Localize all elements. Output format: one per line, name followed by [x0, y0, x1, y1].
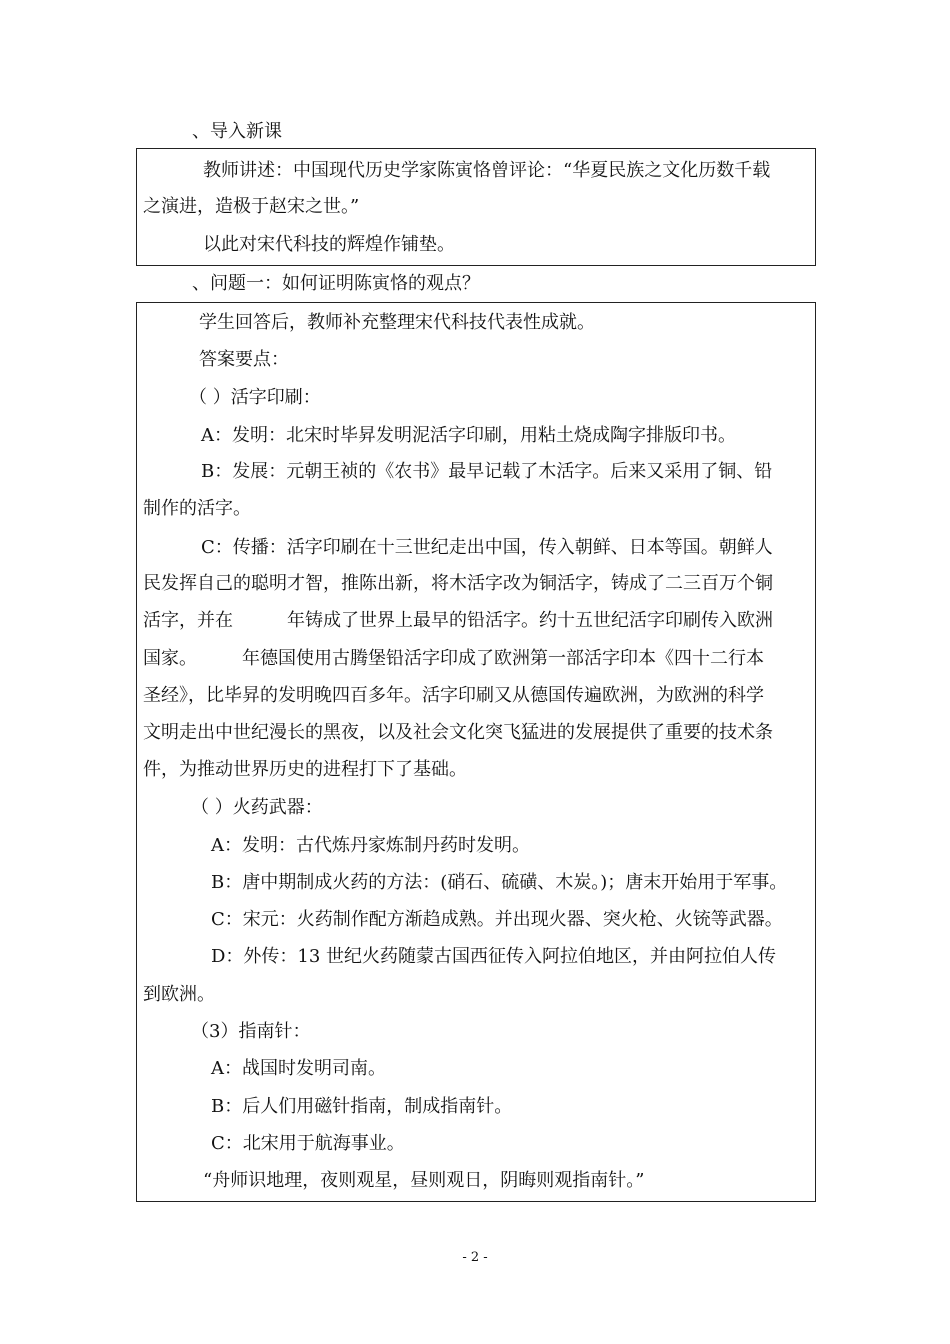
intro-line: 之演进，造极于赵宋之世。” — [143, 196, 360, 217]
answer-line: （3）指南针： — [191, 1021, 311, 1042]
page-number: - 2 - — [462, 1250, 488, 1265]
answer-line: C：传播：活字印刷在十三世纪走出中国，传入朝鲜、日本等国。朝鲜人 — [201, 537, 773, 558]
answer-line: 圣经》，比毕昇的发明晚四百多年。活字印刷又从德国传遍欧洲，为欧洲的科学 — [143, 685, 764, 706]
answer-line: 到欧洲。 — [143, 984, 215, 1005]
intro-line: 教师讲述：中国现代历史学家陈寅恪曾评论：“华夏民族之文化历数千载 — [203, 160, 771, 181]
answer-line: D：外传：13 世纪火药随蒙古国西征传入阿拉伯地区，并由阿拉伯人传 — [211, 946, 777, 967]
answer-line: 民发挥自己的聪明才智，推陈出新，将木活字改为铜活字，铸成了二三百万个铜 — [143, 573, 773, 594]
intro-line: 以此对宋代科技的辉煌作铺垫。 — [203, 234, 455, 255]
answer-line: 制作的活字。 — [143, 498, 251, 519]
answer-line: 国家。 年德国使用古腾堡铅活字印成了欧洲第一部活字印本《四十二行本 — [143, 648, 764, 669]
answer-line: 活字，并在 年铸成了世界上最早的铅活字。约十五世纪活字印刷传入欧洲 — [143, 610, 773, 631]
answer-line: （ ）活字印刷： — [189, 387, 321, 408]
answer-line: （ ）火药武器： — [191, 797, 323, 818]
answer-line: A：发明：北宋时毕昇发明泥活字印刷，用粘土烧成陶字排版印书。 — [201, 425, 736, 446]
answer-line: “舟师识地理，夜则观星，昼则观日，阴晦则观指南针。” — [203, 1170, 645, 1191]
answer-line: C：宋元：火药制作配方渐趋成熟。并出现火器、突火枪、火铳等武器。 — [211, 909, 783, 930]
answer-line: 文明走出中世纪漫长的黑夜，以及社会文化突飞猛进的发展提供了重要的技术条 — [143, 722, 773, 743]
answer-line: C：北宋用于航海事业。 — [211, 1133, 405, 1154]
intro-box — [136, 148, 816, 266]
answer-line: B：后人们用磁针指南，制成指南针。 — [211, 1096, 513, 1117]
answer-line: 件，为推动世界历史的进程打下了基础。 — [143, 759, 467, 780]
section-heading-intro: 、导入新课 — [192, 121, 282, 142]
question-one-box — [136, 302, 816, 1202]
answer-line: 答案要点： — [199, 349, 289, 370]
answer-line: A：发明：古代炼丹家炼制丹药时发明。 — [211, 835, 530, 856]
answer-line: A：战国时发明司南。 — [211, 1058, 386, 1079]
answer-line: 学生回答后，教师补充整理宋代科技代表性成就。 — [199, 312, 595, 333]
section-heading-question-one: 、问题一：如何证明陈寅恪的观点？ — [192, 273, 480, 294]
answer-line: B：唐中期制成火药的方法：(硝石、硫磺、木炭。)；唐末开始用于军事。 — [211, 872, 788, 893]
answer-line: B：发展：元朝王祯的《农书》最早记载了木活字。后来又采用了铜、铅 — [201, 461, 773, 482]
